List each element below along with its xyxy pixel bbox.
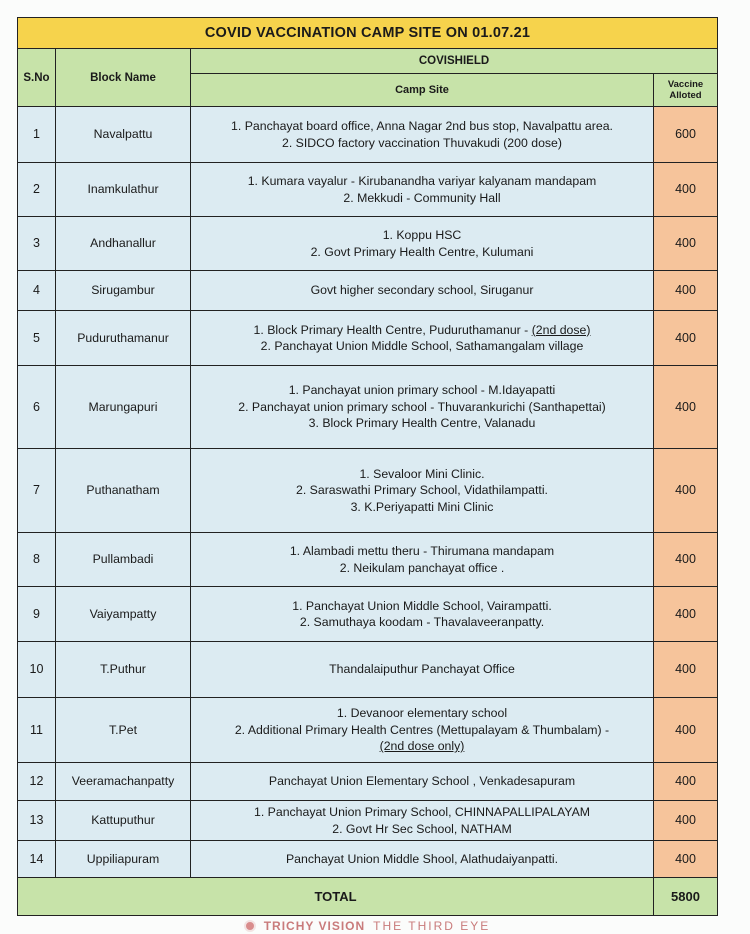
- camp-site-text: 1. Block Primary Health Centre, Puduruthamanur -: [253, 322, 532, 337]
- cell-block-name: Sirugambur: [56, 271, 191, 311]
- cell-camp-site: [191, 841, 654, 878]
- table-row: [18, 841, 718, 878]
- table-row: [18, 801, 718, 841]
- table-row: [18, 533, 718, 587]
- camp-site-line: [194, 466, 650, 483]
- watermark: [17, 918, 717, 934]
- cell-vaccine-alloted: 400: [654, 841, 718, 878]
- cell-block-name: Veeramachanpatty: [56, 763, 191, 801]
- cell-sno: 7: [18, 449, 56, 533]
- camp-site-line: [194, 338, 650, 355]
- cell-sno: 12: [18, 763, 56, 801]
- watermark-eye-logo-icon: [244, 920, 256, 932]
- camp-site-line: [194, 118, 650, 135]
- cell-vaccine-alloted: 600: [654, 107, 718, 163]
- camp-site-line: [194, 738, 650, 755]
- table-row: [18, 449, 718, 533]
- header-vaccine-line1: Vaccine: [667, 79, 704, 90]
- camp-site-line: [194, 705, 650, 722]
- cell-sno: 13: [18, 801, 56, 841]
- camp-site-text: 1. Panchayat board office, Anna Nagar 2nd bus stop, Navalpattu area.: [231, 119, 613, 133]
- camp-site-text: 1. Devanoor elementary school: [336, 706, 508, 721]
- table-row: [18, 642, 718, 698]
- camp-site-text: 2. Govt Hr Sec School, NATHAM: [332, 821, 512, 836]
- camp-site-line: [194, 399, 650, 416]
- camp-site-line: [194, 821, 650, 838]
- cell-camp-site: [191, 763, 654, 801]
- camp-site-text: 1. Koppu HSC: [382, 228, 462, 242]
- camp-site-line: [194, 190, 650, 207]
- header-sno: S.No: [18, 49, 56, 107]
- camp-site-text: 1. Alambadi mettu theru - Thirumana mandapam: [289, 544, 555, 558]
- cell-camp-site: [191, 163, 654, 217]
- cell-vaccine-alloted: 400: [654, 587, 718, 642]
- cell-sno: 2: [18, 163, 56, 217]
- camp-site-line: [194, 543, 650, 560]
- header-camp-site: Camp Site: [191, 74, 654, 107]
- table-row: [18, 217, 718, 271]
- camp-site-line: [194, 322, 650, 339]
- cell-camp-site: [191, 698, 654, 763]
- cell-vaccine-alloted: 400: [654, 311, 718, 366]
- total-value: 5800: [654, 878, 718, 916]
- header-row-group: [18, 49, 718, 74]
- camp-site-table: [17, 17, 718, 916]
- table-row: [18, 163, 718, 217]
- camp-site-text: 2. Govt Primary Health Centre, Kulumani: [310, 244, 534, 259]
- cell-vaccine-alloted: 400: [654, 217, 718, 271]
- camp-site-text: Panchayat Union Elementary School , Venkadesapuram: [268, 774, 576, 789]
- cell-block-name: T.Pet: [56, 698, 191, 763]
- cell-camp-site: [191, 587, 654, 642]
- watermark-text: TRICHY VISION: [263, 919, 366, 933]
- camp-site-text: 2. Mekkudi - Community Hall: [343, 190, 501, 205]
- cell-vaccine-alloted: 400: [654, 271, 718, 311]
- cell-sno: 8: [18, 533, 56, 587]
- camp-site-text: 1. Kumara vayalur - Kirubanandha variyar kalyanam mandapam: [247, 174, 597, 188]
- cell-camp-site: [191, 366, 654, 449]
- cell-sno: 9: [18, 587, 56, 642]
- camp-site-text: 3. Block Primary Health Centre, Valanadu: [308, 416, 536, 431]
- camp-site-text: (2nd dose only): [379, 739, 465, 754]
- camp-site-line: [194, 415, 650, 432]
- camp-site-line: [194, 482, 650, 499]
- table-row: [18, 763, 718, 801]
- camp-site-line: [194, 773, 650, 790]
- table-title: COVID VACCINATION CAMP SITE ON 01.07.21: [18, 18, 718, 49]
- cell-vaccine-alloted: 400: [654, 163, 718, 217]
- cell-vaccine-alloted: 400: [654, 533, 718, 587]
- cell-sno: 6: [18, 366, 56, 449]
- camp-site-line: [194, 722, 650, 739]
- camp-site-text: 2. Panchayat union primary school - Thuvarankurichi (Santhapettai): [238, 399, 606, 414]
- cell-sno: 3: [18, 217, 56, 271]
- camp-site-text: 1. Sevaloor Mini Clinic.: [359, 466, 485, 481]
- total-label: TOTAL: [18, 878, 654, 916]
- table-row: [18, 271, 718, 311]
- vaccination-camp-table-document: [17, 17, 717, 916]
- cell-block-name: Pullambadi: [56, 533, 191, 587]
- dose-note: (2nd dose): [531, 322, 591, 337]
- header-vaccine-alloted: [654, 74, 718, 107]
- table-row: [18, 698, 718, 763]
- cell-block-name: Uppiliapuram: [56, 841, 191, 878]
- header-covishield: COVISHIELD: [191, 49, 718, 74]
- cell-camp-site: [191, 311, 654, 366]
- cell-block-name: Inamkulathur: [56, 163, 191, 217]
- camp-site-text: 2. Panchayat Union Middle School, Sathamangalam village: [260, 339, 584, 353]
- table-body: [18, 107, 718, 878]
- camp-site-text: 2. SIDCO factory vaccination Thuvakudi (200 dose): [281, 135, 562, 150]
- cell-block-name: T.Puthur: [56, 642, 191, 698]
- camp-site-text: Govt higher secondary school, Siruganur: [310, 283, 534, 298]
- cell-vaccine-alloted: 400: [654, 698, 718, 763]
- cell-camp-site: [191, 642, 654, 698]
- table-row: [18, 107, 718, 163]
- table-row: [18, 366, 718, 449]
- watermark-subtitle: THE THIRD EYE: [373, 919, 491, 933]
- camp-site-text: 3. K.Periyapatti Mini Clinic: [350, 499, 494, 514]
- cell-camp-site: [191, 449, 654, 533]
- cell-vaccine-alloted: 400: [654, 449, 718, 533]
- cell-sno: 10: [18, 642, 56, 698]
- cell-camp-site: [191, 801, 654, 841]
- cell-block-name: Puthanatham: [56, 449, 191, 533]
- camp-site-text: 2. Neikulam panchayat office .: [339, 560, 505, 575]
- cell-camp-site: [191, 107, 654, 163]
- cell-camp-site: [191, 271, 654, 311]
- camp-site-text: 2. Additional Primary Health Centres (Mettupalayam & Thumbalam) -: [234, 722, 610, 737]
- cell-sno: 5: [18, 311, 56, 366]
- cell-block-name: Navalpattu: [56, 107, 191, 163]
- cell-sno: 4: [18, 271, 56, 311]
- camp-site-line: [194, 135, 650, 152]
- camp-site-text: 1. Panchayat Union Middle School, Vairampatti.: [292, 598, 552, 613]
- cell-vaccine-alloted: 400: [654, 366, 718, 449]
- camp-site-text: 1. Panchayat Union Primary School, CHINNAPALLIPALAYAM: [253, 805, 591, 819]
- cell-block-name: Puduruthamanur: [56, 311, 191, 366]
- cell-vaccine-alloted: 400: [654, 763, 718, 801]
- camp-site-text: 2. Saraswathi Primary School, Vidathilampatti.: [296, 483, 548, 498]
- camp-site-text: 2. Samuthaya koodam - Thavalaveeranpatty.: [299, 615, 545, 629]
- cell-vaccine-alloted: 400: [654, 801, 718, 841]
- cell-camp-site: [191, 217, 654, 271]
- camp-site-line: [194, 851, 650, 868]
- camp-site-line: [194, 227, 650, 244]
- camp-site-line: [194, 560, 650, 577]
- header-vaccine-line2: Alloted: [669, 90, 702, 101]
- camp-site-line: [194, 173, 650, 190]
- title-row: [18, 18, 718, 49]
- camp-site-line: [194, 614, 650, 631]
- camp-site-line: [194, 661, 650, 678]
- cell-camp-site: [191, 533, 654, 587]
- camp-site-text: 1. Panchayat union primary school - M.Idayapatti: [288, 383, 556, 398]
- cell-block-name: Marungapuri: [56, 366, 191, 449]
- cell-block-name: Andhanallur: [56, 217, 191, 271]
- camp-site-text: Panchayat Union Middle Shool, Alathudaiyanpatti.: [285, 851, 559, 866]
- camp-site-line: [194, 282, 650, 299]
- cell-block-name: Vaiyampatty: [56, 587, 191, 642]
- header-block-name: Block Name: [56, 49, 191, 107]
- camp-site-line: [194, 598, 650, 615]
- cell-block-name: Kattuputhur: [56, 801, 191, 841]
- camp-site-line: [194, 244, 650, 261]
- camp-site-text: Thandalaiputhur Panchayat Office: [329, 662, 515, 677]
- table-row: [18, 587, 718, 642]
- camp-site-line: [194, 499, 650, 516]
- cell-sno: 11: [18, 698, 56, 763]
- cell-vaccine-alloted: 400: [654, 642, 718, 698]
- total-row: [18, 878, 718, 916]
- cell-sno: 1: [18, 107, 56, 163]
- cell-sno: 14: [18, 841, 56, 878]
- camp-site-line: [194, 804, 650, 821]
- table-row: [18, 311, 718, 366]
- camp-site-line: [194, 382, 650, 399]
